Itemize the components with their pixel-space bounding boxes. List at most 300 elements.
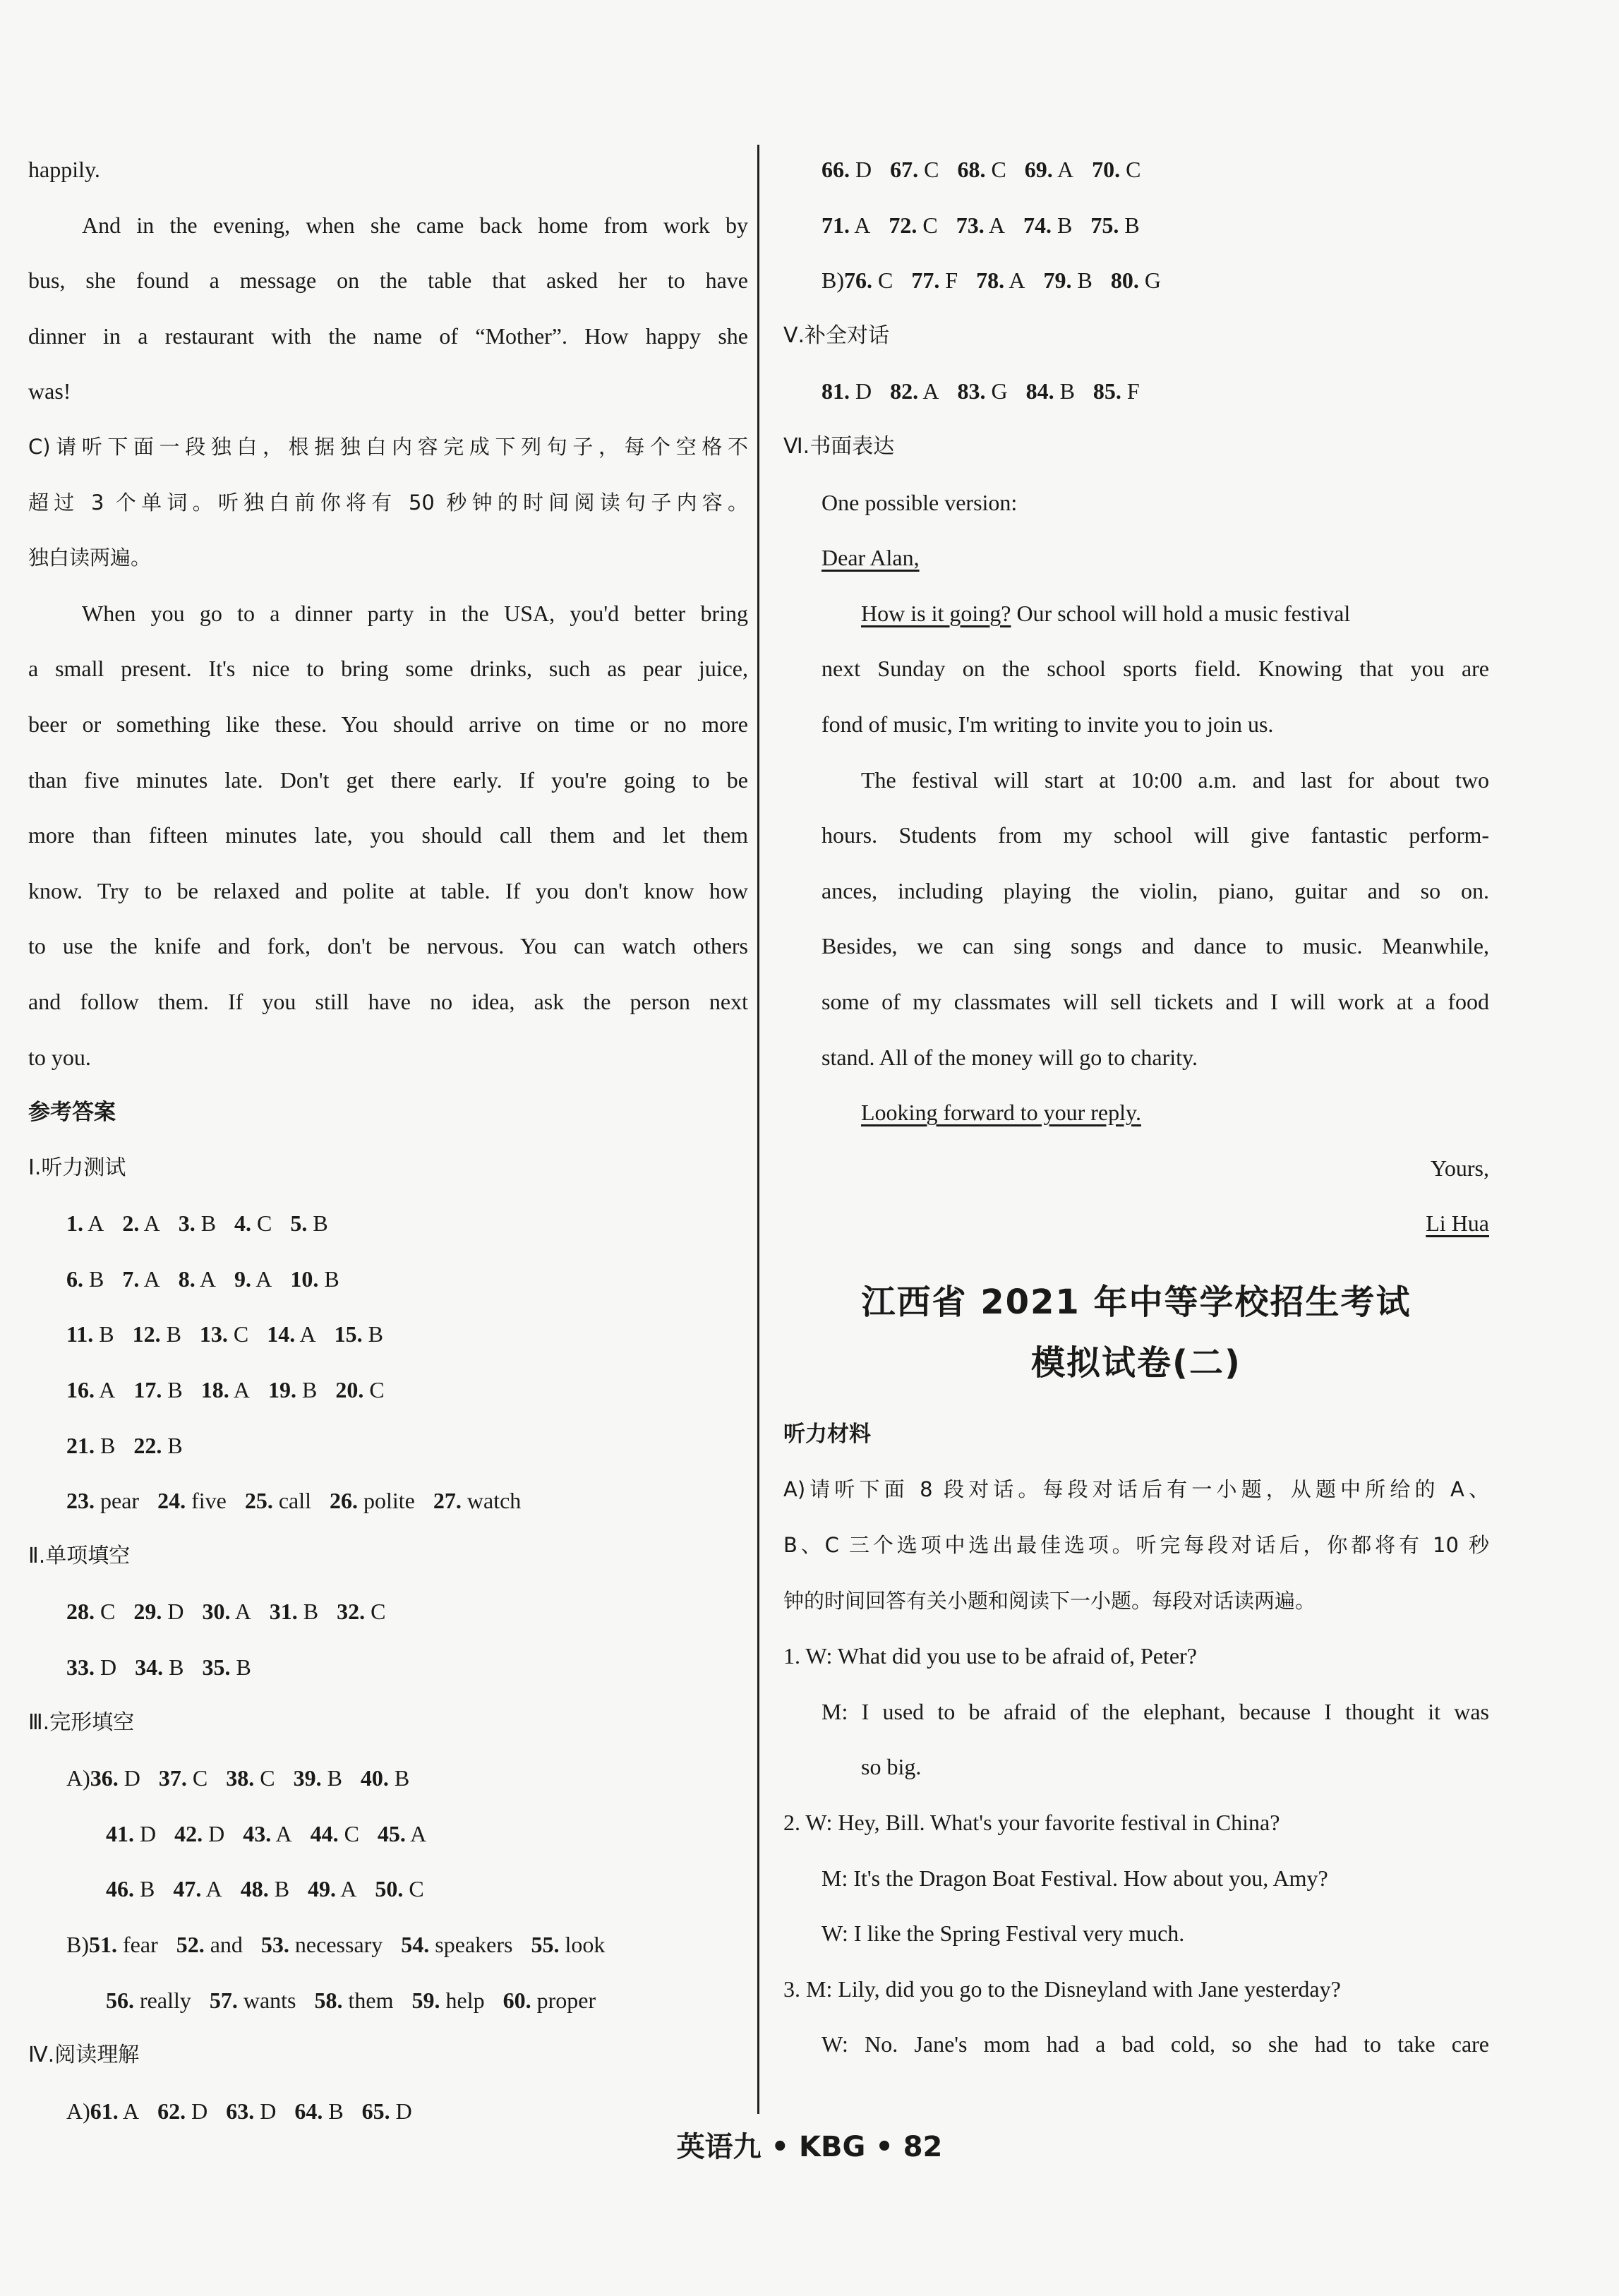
question-number: 31. xyxy=(269,1599,298,1625)
answer-value: wants xyxy=(237,1987,296,2013)
answer-value: B xyxy=(162,1377,183,1403)
section-heading: Ⅴ.补全对话 xyxy=(783,323,890,348)
text-line: hours. Students from my school will give fantastic perform- xyxy=(821,822,1489,848)
answer-row xyxy=(28,1923,748,1979)
answer-value: C xyxy=(403,1876,424,1902)
answer-item xyxy=(201,1369,250,1411)
answer-item xyxy=(210,1979,296,2021)
answer-row xyxy=(28,1813,748,1868)
question-number: 60. xyxy=(502,1987,531,2013)
answer-item xyxy=(315,1979,394,2021)
right-column xyxy=(783,148,1489,2079)
text-line: And in the evening, when she came back home from work by xyxy=(82,212,748,238)
text-run: Our school will hold a music festival xyxy=(1011,600,1351,626)
question-number: 25. xyxy=(244,1488,273,1514)
answer-item xyxy=(179,1202,216,1244)
answer-value: A xyxy=(1052,157,1074,182)
question-number: 73. xyxy=(956,212,985,238)
answer-value: A xyxy=(83,1210,104,1237)
answer-value: A xyxy=(229,1377,251,1403)
text-line: happily. xyxy=(28,157,100,182)
answer-item xyxy=(243,1813,291,1855)
answer-item xyxy=(133,1424,182,1467)
question-number: 67. xyxy=(890,157,919,182)
answer-item xyxy=(1111,259,1161,301)
question-number: 18. xyxy=(200,1377,229,1403)
answer-item xyxy=(133,1590,183,1633)
answer-value: B xyxy=(388,1765,410,1791)
answer-row xyxy=(28,1479,748,1535)
question-number: 11. xyxy=(66,1321,94,1347)
letter-signature xyxy=(783,1202,1489,1258)
answer-item xyxy=(337,1590,385,1633)
answer-value: D xyxy=(95,1654,117,1681)
answer-item xyxy=(1093,370,1140,412)
answer-item xyxy=(66,1646,116,1688)
listening-material-heading: 听力材料 xyxy=(783,1421,871,1447)
question-number: 53. xyxy=(260,1932,289,1957)
answer-item xyxy=(176,1923,243,1966)
answer-value: A xyxy=(295,1321,316,1347)
answer-item xyxy=(135,1646,183,1688)
question-number: 21. xyxy=(66,1432,95,1458)
answer-value: A xyxy=(918,378,939,404)
instruction-line: 超过 3 个单词。听独白前你将有 50 秒钟的时间阅读句子内容。 xyxy=(28,490,748,515)
question-number: 63. xyxy=(226,2098,255,2124)
question-number: 16. xyxy=(66,1377,95,1403)
answer-value: A xyxy=(251,1266,272,1292)
text-line: bus, she found a message on the table that asked her to have xyxy=(28,268,748,294)
answer-item xyxy=(330,1479,415,1522)
text-line: stand. All of the money will go to charity. xyxy=(821,1044,1198,1070)
answer-value: fear xyxy=(117,1932,158,1957)
answer-value: A xyxy=(984,212,1006,238)
question-number: 44. xyxy=(310,1820,339,1846)
dialogue-line: 2. W: Hey, Bill. What's your favorite festival in China? xyxy=(783,1810,1280,1836)
answer-value: proper xyxy=(531,1987,596,2013)
section-heading: Ⅰ.听力测试 xyxy=(28,1155,126,1180)
answer-row xyxy=(28,1590,748,1646)
answer-value: B xyxy=(268,1876,290,1902)
answer-value: D xyxy=(134,1820,157,1846)
answer-value: call xyxy=(272,1488,311,1514)
question-number: 74. xyxy=(1023,212,1052,238)
question-number: 66. xyxy=(821,157,850,182)
answer-item xyxy=(311,1813,359,1855)
question-number: 59. xyxy=(411,1987,440,2013)
question-number: 72. xyxy=(889,212,917,238)
question-number: 24. xyxy=(157,1488,186,1514)
letter-signoff: Yours, xyxy=(1430,1155,1489,1181)
text-line: was! xyxy=(28,378,71,404)
answer-value: C xyxy=(1120,157,1141,182)
answer-value: C xyxy=(227,1321,249,1347)
answer-item xyxy=(821,204,870,246)
answer-item xyxy=(179,1258,216,1300)
answer-item xyxy=(202,1646,251,1688)
question-number: 41. xyxy=(106,1820,134,1846)
question-number: 42. xyxy=(174,1820,203,1846)
question-number: 70. xyxy=(1092,157,1121,182)
answer-value: A xyxy=(1004,268,1025,294)
answer-item xyxy=(1043,259,1092,301)
question-number: 14. xyxy=(267,1321,296,1347)
answer-item xyxy=(1026,370,1075,412)
answer-item xyxy=(1025,148,1073,191)
instruction-line: A)请听下面 8 段对话。每段对话后有一小题，从题中所给的 A、 xyxy=(783,1477,1489,1502)
answer-value: B xyxy=(321,1765,342,1791)
question-number: 80. xyxy=(1110,268,1139,294)
question-number: 71. xyxy=(821,212,850,238)
answer-item xyxy=(106,1868,155,1910)
answer-value: help xyxy=(440,1987,485,2013)
question-number: 39. xyxy=(293,1765,322,1791)
section-heading: Ⅲ.完形填空 xyxy=(28,1709,135,1735)
answer-item xyxy=(433,1479,521,1522)
answer-item xyxy=(911,259,958,301)
answer-value: B xyxy=(160,1321,181,1347)
dialogue-line: 1. W: What did you use to be afraid of, Peter? xyxy=(783,1643,1197,1669)
answer-item xyxy=(290,1258,339,1300)
question-number: 65. xyxy=(361,2098,390,2124)
text-line: The festival will start at 10:00 a.m. and last for about two xyxy=(861,767,1489,793)
answer-row xyxy=(28,1868,748,1923)
section-heading: Ⅵ.书面表达 xyxy=(783,433,895,459)
answer-item xyxy=(335,1369,384,1411)
answer-value: them xyxy=(342,1987,394,2013)
answer-value: D xyxy=(850,157,872,182)
answer-item xyxy=(361,1757,409,1799)
answer-item xyxy=(401,1923,512,1966)
answer-value: A xyxy=(95,1377,116,1403)
answer-row xyxy=(28,1313,748,1369)
answer-item xyxy=(66,1369,115,1411)
question-number: 4. xyxy=(234,1210,252,1237)
answer-value: C xyxy=(917,212,938,238)
question-number: 79. xyxy=(1043,268,1072,294)
answer-item xyxy=(1023,204,1072,246)
question-number: 6. xyxy=(66,1266,83,1292)
answer-value: C xyxy=(918,157,939,182)
question-number: 8. xyxy=(178,1266,195,1292)
question-number: 27. xyxy=(433,1488,462,1514)
question-number: 47. xyxy=(173,1876,202,1902)
answer-item xyxy=(294,1757,342,1799)
reference-answers-heading: 参考答案 xyxy=(28,1100,116,1126)
answer-item xyxy=(66,1258,104,1300)
signature-name: Li Hua xyxy=(1426,1210,1489,1237)
answer-row xyxy=(783,259,1489,315)
answer-value: D xyxy=(254,2098,277,2124)
instruction-line: B、C 三个选项中选出最佳选项。听完每段对话后，你都将有 10 秒 xyxy=(783,1533,1489,1558)
text-line: more than fifteen minutes late, you should call them and let them xyxy=(28,822,748,848)
text-line: some of my classmates will sell tickets and I will work at a food xyxy=(821,988,1489,1014)
question-number: 30. xyxy=(202,1599,231,1625)
opening-phrase: How is it going? xyxy=(861,600,1011,626)
text-line: dinner in a restaurant with the name of “Mother”. How happy she xyxy=(28,323,748,349)
answer-item xyxy=(66,1479,139,1522)
answer-value: D xyxy=(203,1820,225,1846)
answer-item xyxy=(335,1313,383,1355)
answer-item xyxy=(66,1202,104,1244)
answer-item xyxy=(976,259,1025,301)
answer-item xyxy=(375,1868,423,1910)
answer-value: B xyxy=(195,1210,217,1237)
question-number: 29. xyxy=(133,1599,162,1625)
answer-value: B xyxy=(307,1210,328,1237)
question-number: 56. xyxy=(106,1987,134,2013)
question-number: 40. xyxy=(360,1765,389,1791)
answer-value: D xyxy=(390,2098,412,2124)
answer-item xyxy=(957,148,1006,191)
answer-item xyxy=(66,1757,140,1799)
answer-value: really xyxy=(134,1987,191,2013)
answer-item xyxy=(890,148,939,191)
answer-row xyxy=(28,1258,748,1314)
answer-value: G xyxy=(1138,268,1161,294)
letter-salutation xyxy=(783,536,1489,592)
question-number: 57. xyxy=(209,1987,238,2013)
answer-item xyxy=(66,1313,114,1355)
question-number: 15. xyxy=(334,1321,363,1347)
answer-item xyxy=(202,1590,251,1633)
answer-item xyxy=(226,1757,275,1799)
question-number: 61. xyxy=(90,2098,119,2124)
answer-item xyxy=(234,1258,272,1300)
answer-value: D xyxy=(118,1765,140,1791)
question-number: 52. xyxy=(176,1932,205,1957)
section-heading: Ⅱ.单项填空 xyxy=(28,1543,131,1568)
question-number: 22. xyxy=(133,1432,162,1458)
text-line: beer or something like these. You should arrive on time or no more xyxy=(28,711,748,737)
answer-value: G xyxy=(985,378,1008,404)
question-number: 58. xyxy=(314,1987,343,2013)
question-number: 76. xyxy=(844,268,872,294)
dialogue-line: W: I like the Spring Festival very much. xyxy=(821,1921,1185,1947)
exam-title: 江西省 2021 年中等学校招生考试 xyxy=(861,1282,1412,1322)
answer-row xyxy=(783,204,1489,260)
answer-item xyxy=(122,1202,160,1244)
section-heading: Ⅳ.阅读理解 xyxy=(28,2043,140,2068)
answer-value: D xyxy=(162,1599,184,1625)
answer-value: A xyxy=(139,1266,160,1292)
answer-item xyxy=(66,1424,115,1467)
answer-row xyxy=(28,1424,748,1480)
closing-text: Looking forward to your reply. xyxy=(861,1100,1141,1126)
question-number: 26. xyxy=(330,1488,358,1514)
question-number: 35. xyxy=(202,1654,231,1681)
salutation-text: Dear Alan, xyxy=(821,545,920,571)
answer-value: D xyxy=(850,378,872,404)
text-line: next Sunday on the school sports field. Knowing that you are xyxy=(821,656,1489,682)
answer-value: C xyxy=(872,268,893,294)
question-number: 37. xyxy=(158,1765,187,1791)
answer-value: C xyxy=(338,1820,359,1846)
answer-item xyxy=(411,1979,484,2021)
answer-value: A xyxy=(118,2098,140,2124)
text-line: Besides, we can sing songs and dance to music. Meanwhile, xyxy=(821,933,1489,959)
instruction-line: C)请听下面一段独白，根据独白内容完成下列句子，每个空格不 xyxy=(28,434,748,459)
answer-item xyxy=(889,204,937,246)
answer-value: A xyxy=(201,1876,222,1902)
question-number: 38. xyxy=(226,1765,255,1791)
answer-value: necessary xyxy=(289,1932,383,1957)
answer-item xyxy=(157,1479,227,1522)
answer-value: pear xyxy=(95,1488,140,1514)
question-number: 17. xyxy=(133,1377,162,1403)
answer-item xyxy=(531,1923,605,1966)
answer-group-prefix: A) xyxy=(66,2098,90,2124)
answer-value: and xyxy=(204,1932,243,1957)
question-number: 33. xyxy=(66,1654,95,1681)
answer-value: A xyxy=(139,1210,160,1237)
question-number: 50. xyxy=(375,1876,404,1902)
answer-item xyxy=(245,1479,311,1522)
answer-value: B xyxy=(318,1266,339,1292)
answer-item xyxy=(234,1202,272,1244)
answer-value: C xyxy=(363,1377,385,1403)
text-line: than five minutes late. Don't get there early. If you're going to be xyxy=(28,767,748,793)
dialogue-line: 3. M: Lily, did you go to the Disneyland with Jane yesterday? xyxy=(783,1976,1341,2002)
answer-value: B xyxy=(162,1432,183,1458)
answer-item xyxy=(200,1313,248,1355)
answer-value: C xyxy=(365,1599,386,1625)
question-number: 68. xyxy=(957,157,986,182)
answer-value: B xyxy=(95,1432,116,1458)
page-footer: 英语九 • KBG • 82 xyxy=(676,2131,943,2163)
answer-value: B xyxy=(1119,212,1140,238)
answer-row xyxy=(783,148,1489,204)
answer-value: A xyxy=(336,1876,357,1902)
dialogue-line: so big. xyxy=(861,1754,922,1780)
answer-value: F xyxy=(1121,378,1140,404)
question-number: 84. xyxy=(1025,378,1054,404)
closing-line xyxy=(783,1091,1489,1147)
answer-value: B xyxy=(296,1377,318,1403)
answer-item xyxy=(821,370,872,412)
answer-value: B xyxy=(93,1321,114,1347)
question-number: 43. xyxy=(243,1820,272,1846)
dialogue-line: M: It's the Dragon Boat Festival. How about you, Amy? xyxy=(821,1865,1328,1891)
answer-value: D xyxy=(186,2098,208,2124)
answer-value: B xyxy=(323,2098,344,2124)
question-number: 55. xyxy=(531,1932,560,1957)
answer-item xyxy=(241,1868,289,1910)
answer-value: A xyxy=(271,1820,292,1846)
answer-value: B xyxy=(83,1266,104,1292)
text-line: know. Try to be relaxed and polite at table. If you don't know how xyxy=(28,877,748,903)
answer-item xyxy=(106,1813,156,1855)
text-line: to use the knife and fork, don't be nervous. You can watch others xyxy=(28,933,748,959)
question-number: 69. xyxy=(1024,157,1053,182)
question-number: 51. xyxy=(89,1932,117,1957)
answer-row xyxy=(28,1369,748,1424)
answer-item xyxy=(159,1757,207,1799)
answer-value: C xyxy=(985,157,1006,182)
text-line: When you go to a dinner party in the USA, you'd better bring xyxy=(82,600,748,626)
answer-value: B xyxy=(297,1599,319,1625)
answer-item xyxy=(66,1590,115,1633)
answer-value: five xyxy=(186,1488,227,1514)
text-line: One possible version: xyxy=(821,489,1018,515)
dialogue-line: W: No. Jane's mom had a bad cold, so she had to take care xyxy=(821,2031,1489,2057)
answer-item xyxy=(261,1923,383,1966)
question-number: 32. xyxy=(337,1599,366,1625)
column-divider xyxy=(757,145,759,2114)
answer-row xyxy=(28,1646,748,1702)
answer-item xyxy=(290,1202,327,1244)
answer-value: B xyxy=(230,1654,251,1681)
answer-value: B xyxy=(1052,212,1073,238)
answer-group-prefix: B) xyxy=(821,268,844,294)
question-number: 45. xyxy=(377,1820,406,1846)
instruction-line: 钟的时间回答有关小题和阅读下一小题。每段对话读两遍。 xyxy=(783,1588,1316,1613)
answer-value: F xyxy=(939,268,958,294)
question-number: 2. xyxy=(122,1210,140,1237)
question-number: 34. xyxy=(135,1654,164,1681)
exam-subtitle: 模拟试卷(二) xyxy=(1031,1342,1241,1383)
question-number: 36. xyxy=(90,1765,119,1791)
text-line: ances, including playing the violin, piano, guitar and so on. xyxy=(821,877,1489,903)
answer-row xyxy=(28,1979,748,2035)
answer-item xyxy=(270,1590,318,1633)
answer-value: B xyxy=(134,1876,155,1902)
question-number: 49. xyxy=(308,1876,337,1902)
answer-item xyxy=(308,1868,356,1910)
question-number: 10. xyxy=(290,1266,319,1292)
question-number: 5. xyxy=(290,1210,308,1237)
dialogue-line: M: I used to be afraid of the elephant, because I thought it was xyxy=(821,1698,1489,1724)
text-line: a small present. It's nice to bring some drinks, such as pear juice, xyxy=(28,656,748,682)
answer-value: A xyxy=(195,1266,217,1292)
answer-value: C xyxy=(186,1765,208,1791)
question-number: 20. xyxy=(335,1377,364,1403)
answer-item xyxy=(956,204,1005,246)
left-column xyxy=(28,148,748,2145)
answer-item xyxy=(174,1813,224,1855)
answer-value: A xyxy=(850,212,871,238)
answer-group-prefix: B) xyxy=(66,1932,89,1957)
answer-value: C xyxy=(254,1765,275,1791)
answer-value: B xyxy=(362,1321,383,1347)
question-number: 19. xyxy=(268,1377,297,1403)
answer-group-prefix: A) xyxy=(66,1765,90,1791)
question-number: 81. xyxy=(821,378,850,404)
instruction-line: 独白读两遍。 xyxy=(28,546,152,570)
text-line: fond of music, I'm writing to invite you to join us. xyxy=(821,711,1274,737)
answer-row xyxy=(28,1757,748,1813)
question-number: 48. xyxy=(240,1876,269,1902)
question-number: 62. xyxy=(157,2098,186,2124)
answer-row xyxy=(783,370,1489,426)
answer-row xyxy=(28,1202,748,1258)
answer-item xyxy=(503,1979,596,2021)
answer-item xyxy=(106,1979,191,2021)
question-number: 1. xyxy=(66,1210,83,1237)
question-number: 28. xyxy=(66,1599,95,1625)
question-number: 13. xyxy=(199,1321,228,1347)
answer-item xyxy=(890,370,939,412)
text-line: to you. xyxy=(28,1044,91,1070)
question-number: 9. xyxy=(234,1266,252,1292)
answer-item xyxy=(957,370,1007,412)
answer-value: C xyxy=(251,1210,272,1237)
answer-item xyxy=(821,148,872,191)
answer-item xyxy=(267,1313,315,1355)
answer-value: look xyxy=(559,1932,606,1957)
answer-value: polite xyxy=(358,1488,415,1514)
question-number: 23. xyxy=(66,1488,95,1514)
